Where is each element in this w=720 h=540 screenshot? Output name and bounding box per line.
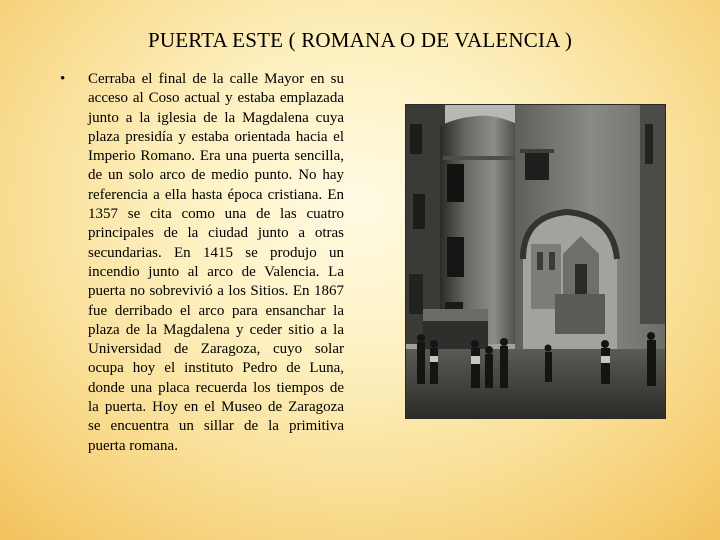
historic-photo xyxy=(405,104,666,419)
bullet-marker: • xyxy=(60,71,66,87)
street xyxy=(405,349,666,419)
shop-awning xyxy=(423,309,488,321)
body-text: Cerraba el final de la calle Mayor en su acceso al Coso actual y estaba emplazada junto a la iglesia de la Magdalena cuya plaza presidía y estaba orientada hacia el Imperio Romano. Era una puerta sencilla, de un solo arco de medio punto. No hay referencia a ella hasta época cristiana. En 1357 se cita como una de las cuatro principales de la ciudad junto a otras secundarias. En 1415 se produjo un incendio junto al arco de Valencia. La puerta no sobrevivió a los Sitios. En 1867 fue derribado el arco para ensanchar la plaza de la Magdalena y ceder sitio a la Universidad de Zaragoza, cuyo solar ocupa hoy el instituto Pedro de Luna, donde una placa recuerda los tiempos de la puerta. Hoy en el Museo de Zaragoza se encuentra un sillar de la primitiva puerta romana. xyxy=(88,71,344,454)
slide-title: PUERTA ESTE ( ROMANA O DE VALENCIA ) xyxy=(147,28,573,52)
